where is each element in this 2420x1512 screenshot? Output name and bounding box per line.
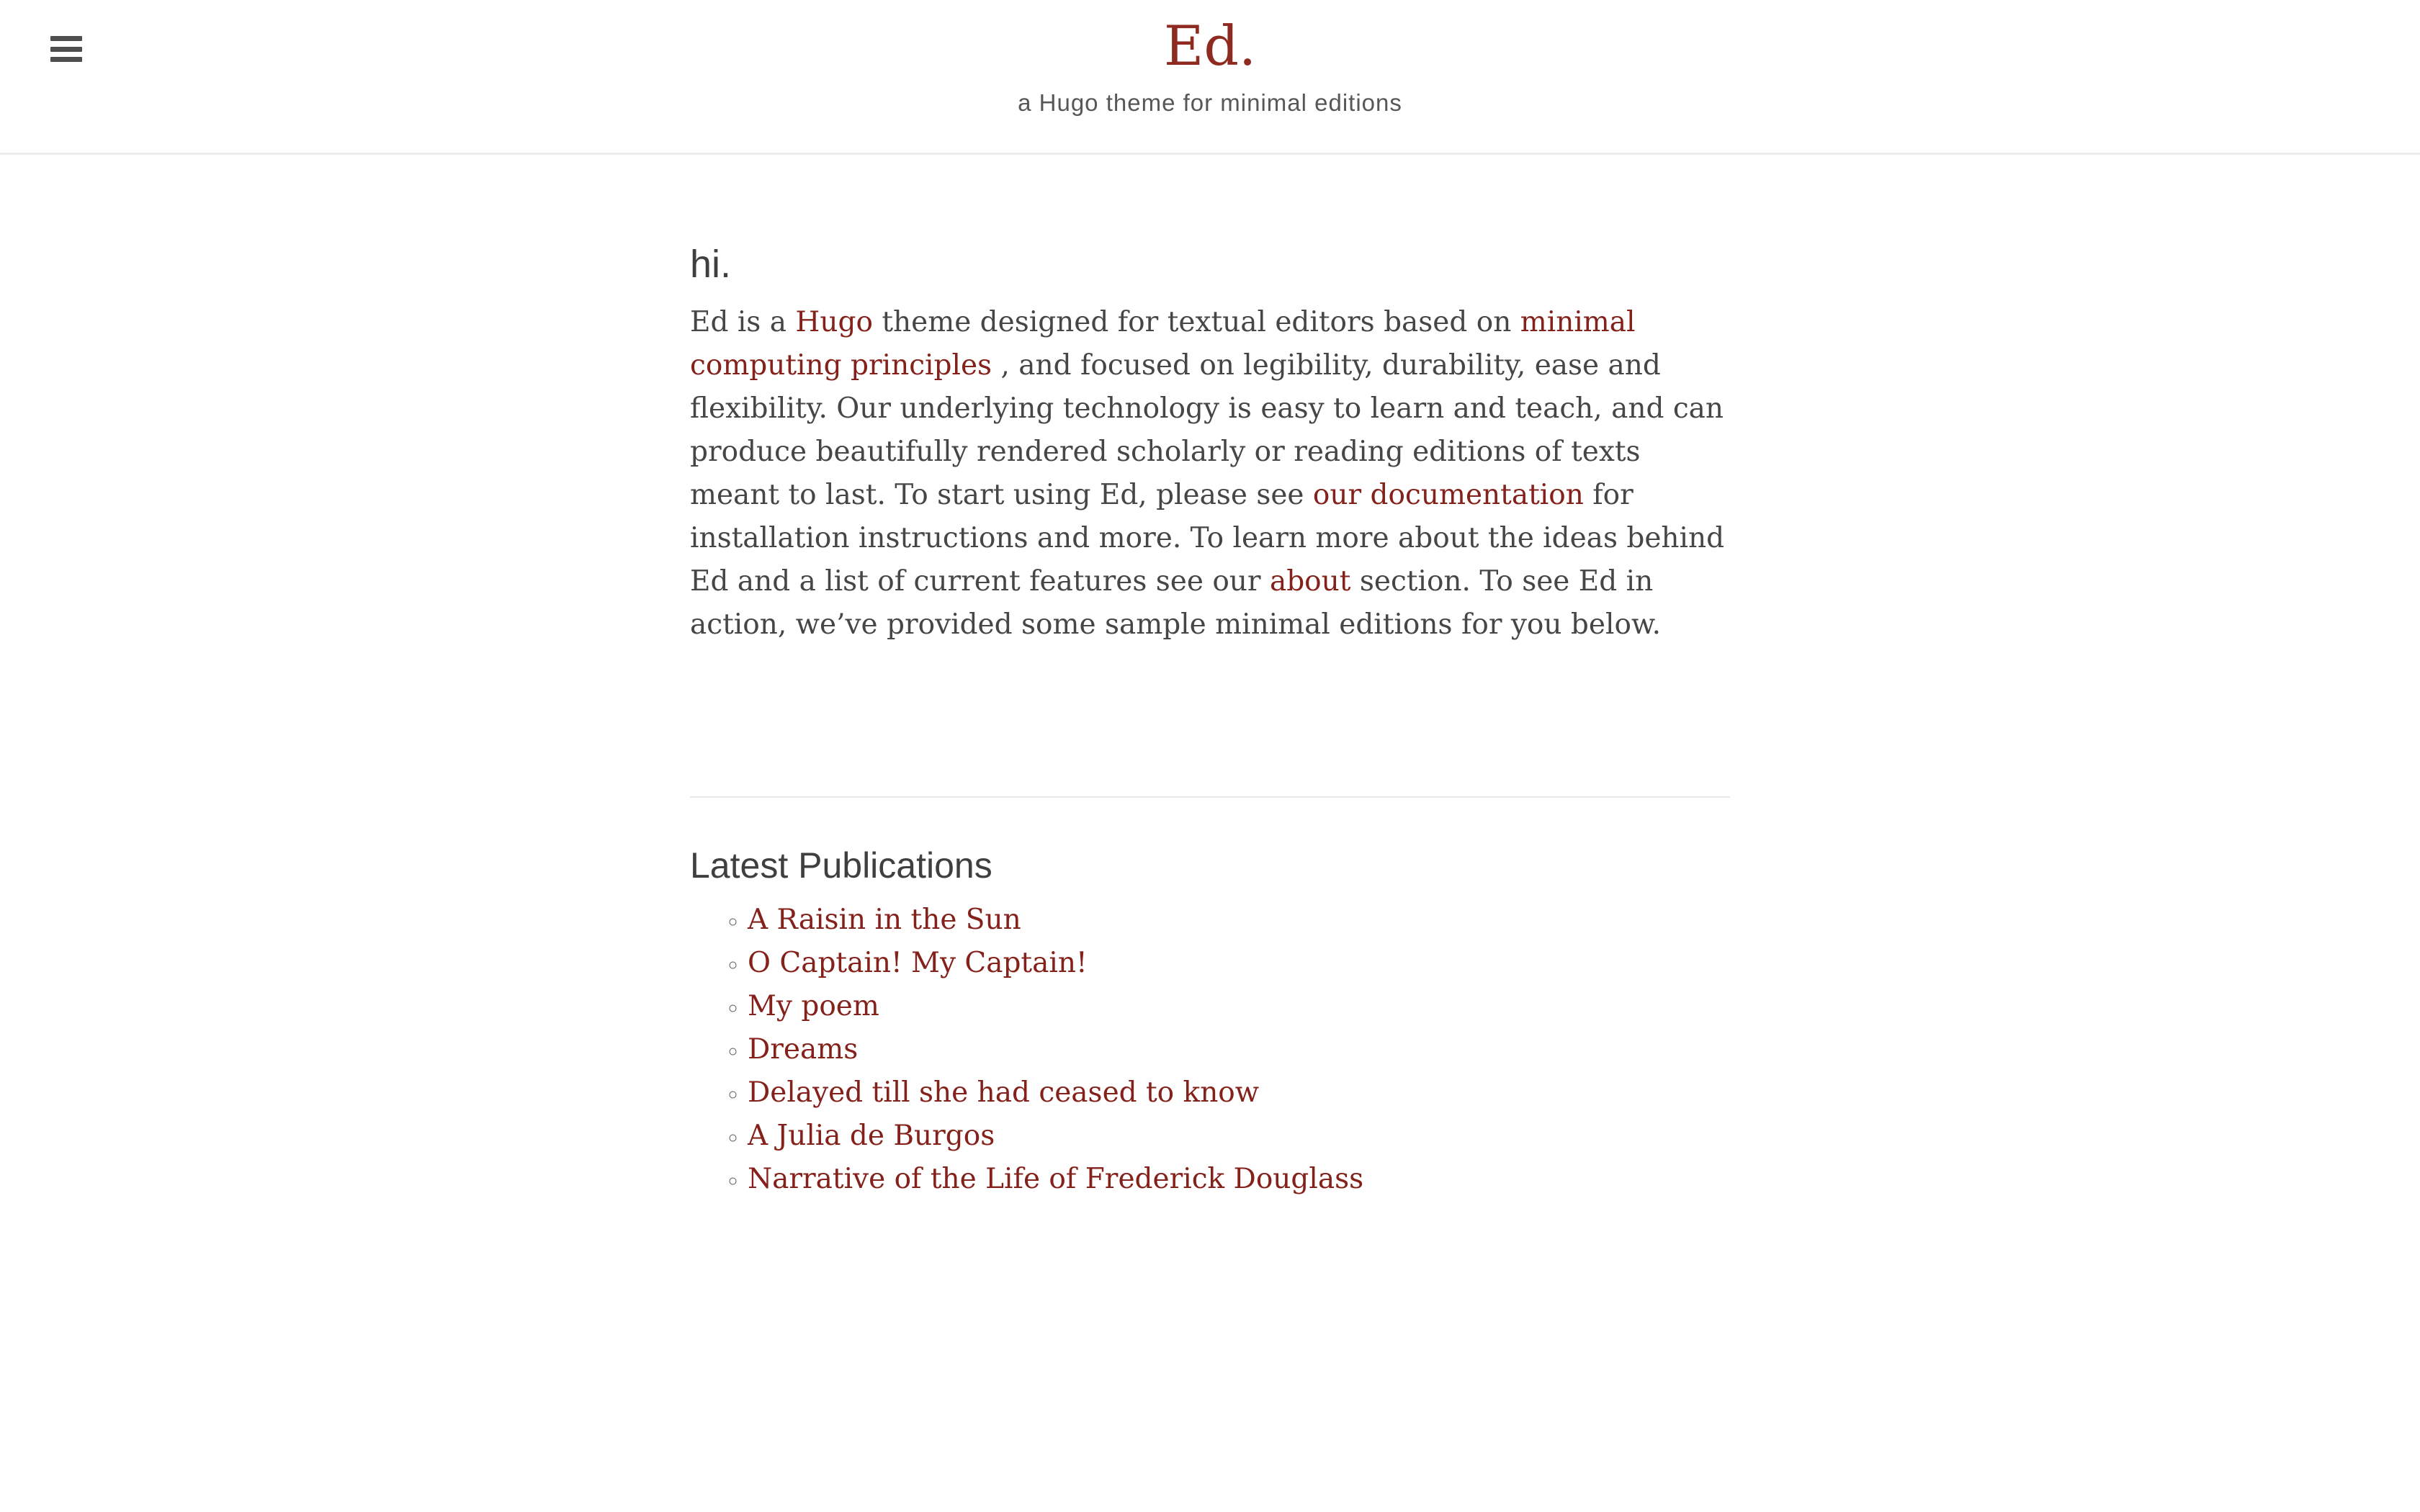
intro-link[interactable]: about [1269,564,1351,598]
publication-item [748,985,1730,1028]
publication-link[interactable]: Narrative of the Life of Frederick Douglass [748,1162,1364,1195]
publication-link[interactable]: My poem [748,989,879,1022]
publication-link[interactable]: O Captain! My Captain! [748,946,1088,979]
publication-item [748,1071,1730,1115]
section-divider [690,796,1730,798]
publication-item [748,899,1730,942]
publication-link[interactable]: Dreams [748,1032,859,1066]
hamburger-bar [50,47,82,52]
intro-text: theme designed for textual editors based on [872,305,1520,338]
publication-item [748,942,1730,985]
intro-text: for installation instructions and more. To learn more about the ideas behind Ed and a list of current features see our [690,478,1725,598]
page-title: hi. [690,243,732,286]
publication-item [748,1115,1730,1158]
publication-link[interactable]: A Julia de Burgos [748,1119,995,1152]
intro-paragraph [690,301,1730,647]
main-content [690,241,1730,1201]
publication-item [748,1028,1730,1071]
site-title [0,14,2420,78]
hamburger-bar [50,36,82,41]
publication-link[interactable]: A Raisin in the Sun [748,903,1021,936]
publication-item [748,1158,1730,1201]
site-title-link[interactable]: Ed. [1163,14,1257,78]
intro-link[interactable]: Hugo [795,305,873,338]
intro-text: Ed is a [690,305,796,338]
publication-link[interactable]: Delayed till she had ceased to know [748,1076,1260,1109]
site-subtitle: a Hugo theme for minimal editions [1018,89,1402,116]
hamburger-icon [50,36,82,62]
hamburger-bar [50,57,82,62]
intro-text: , and focused on legibility, durability, ease and flexibility. Our underlying technology is easy to learn and teach, and can produce beautifully rendered scholarly or reading editions of texts meant to last. To start using Ed, please see [690,348,1724,511]
site-header [0,0,2420,155]
intro-link[interactable]: our documentation [1312,478,1584,511]
intro-link[interactable]: minimal computing principles [690,305,1636,382]
intro-text: section. To see Ed in action, we’ve provided some sample minimal editions for you below. [690,564,1662,641]
latest-publications-heading: Latest Publications [690,845,992,886]
publications-list [690,899,1730,1201]
menu-button[interactable] [50,36,82,62]
